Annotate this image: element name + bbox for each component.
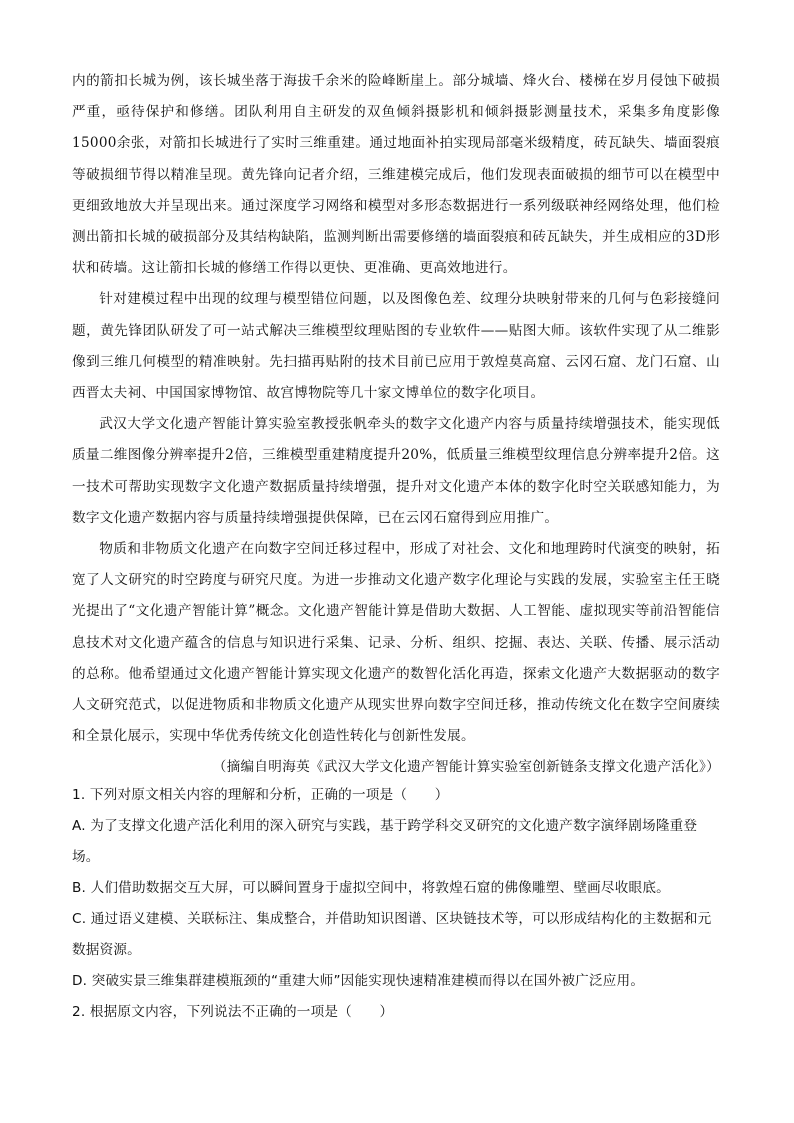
article-source: （摘编自明海英《武汉大学文化遗产智能计算实验室创新链条支撑文化遗产活化》）: [212, 759, 720, 776]
question-1-option-d: D. 突破实景三维集群建模瓶颈的“重建大师”因能实现快速精准建模而得以在国外被广泛应用。: [72, 973, 645, 989]
article-body: [72, 66, 720, 784]
question-1-option-a: A. 为了支撑文化遗产活化利用的深入研究与实践，基于跨学科交叉研究的文化遗产数字演绎剧场隆重登场。: [72, 818, 698, 865]
article-paragraph-4: 物质和非物质文化遗产在向数字空间迁移过程中，形成了对社会、文化和地理跨时代演变的映射，拓宽了人文研究的时空跨度与研究尺度。为进一步推动文化遗产数字化理论与实践的发展，实验室主任王晓光提出了“文化遗产智能计算”概念。文化遗产智能计算是借助大数据、人工智能、虚拟现实等前沿智能信息技术对文化遗产蕴含的信息与知识进行采集、记录、分析、组织、挖掘、表达、关联、传播、展示活动的总称。他希望通过文化遗产智能计算实现文化遗产的数智化活化再造，探索文化遗产大数据驱动的数字人文研究范式，以促进物质和非物质文化遗产从现实世界向数字空间迁移，推动传统文化在数字空间赓续和全景化展示，实现中华优秀传统文化创造性转化与创新性发展。: [72, 541, 720, 745]
question-1-option-b: B. 人们借助数据交互大屏，可以瞬间置身于虚拟空间中，将敦煌石窟的佛像雕塑、壁画尽收眼底。: [72, 880, 670, 896]
article-paragraph-1: 内的箭扣长城为例，该长城坐落于海拔千余米的险峰断崖上。部分城墙、烽火台、楼梯在岁月侵蚀下破损严重，亟待保护和修缮。团队利用自主研发的双鱼倾斜摄影机和倾斜摄影测量技术，采集多角度影像15000余张，对箭扣长城进行了实时三维重建。通过地面补拍实现局部毫米级精度，砖瓦缺失、墙面裂痕等破损细节得以精准呈现。黄先锋向记者介绍，三维建模完成后，他们发现表面破损的细节可以在模型中更细致地放大并呈现出来。通过深度学习网络和模型对多形态数据进行一系列级联神经网络处理，他们检测出箭扣长城的破损部分及其结构缺陷，监测判断出需要修缮的墙面裂痕和砖瓦缺失，并生成相应的3D形状和砖墙。这让箭扣长城的修缮工作得以更快、更准确、更高效地进行。: [72, 73, 720, 277]
article-paragraph-2: 针对建模过程中出现的纹理与模型错位问题，以及图像色差、纹理分块映射带来的几何与色彩接缝问题，黄先锋团队研发了可一站式解决三维模型纹理贴图的专业软件——贴图大师。该软件实现了从二维影像到三维几何模型的精准映射。先扫描再贴附的技术目前已应用于敦煌莫高窟、云冈石窟、龙门石窟、山西晋太夫祠、中国国家博物馆、故宫博物院等几十家文博单位的数字化项目。: [72, 291, 720, 402]
question-1-option-c: C. 通过语义建模、关联标注、集成整合，并借助知识图谱、区块链技术等，可以形成结构化的主数据和元数据资源。: [72, 911, 712, 958]
question-section: [72, 780, 720, 1028]
question-2-stem: 2. 根据原文内容，下列说法不正确的一项是（ ）: [72, 1004, 394, 1020]
question-1-stem: 1. 下列对原文相关内容的理解和分析，正确的一项是（ ）: [72, 787, 449, 803]
article-paragraph-3: 武汉大学文化遗产智能计算实验室教授张帆牵头的数字文化遗产内容与质量持续增强技术，能实现低质量二维图像分辨率提升2倍，三维模型重建精度提升20%，低质量三维模型纹理信息分辨率提升2倍。这一技术可帮助实现数字文化遗产数据质量持续增强，提升对文化遗产本体的数字化时空关联感知能力，为数字文化遗产数据内容与质量持续增强提供保障，已在云冈石窟得到应用推广。: [72, 416, 720, 526]
